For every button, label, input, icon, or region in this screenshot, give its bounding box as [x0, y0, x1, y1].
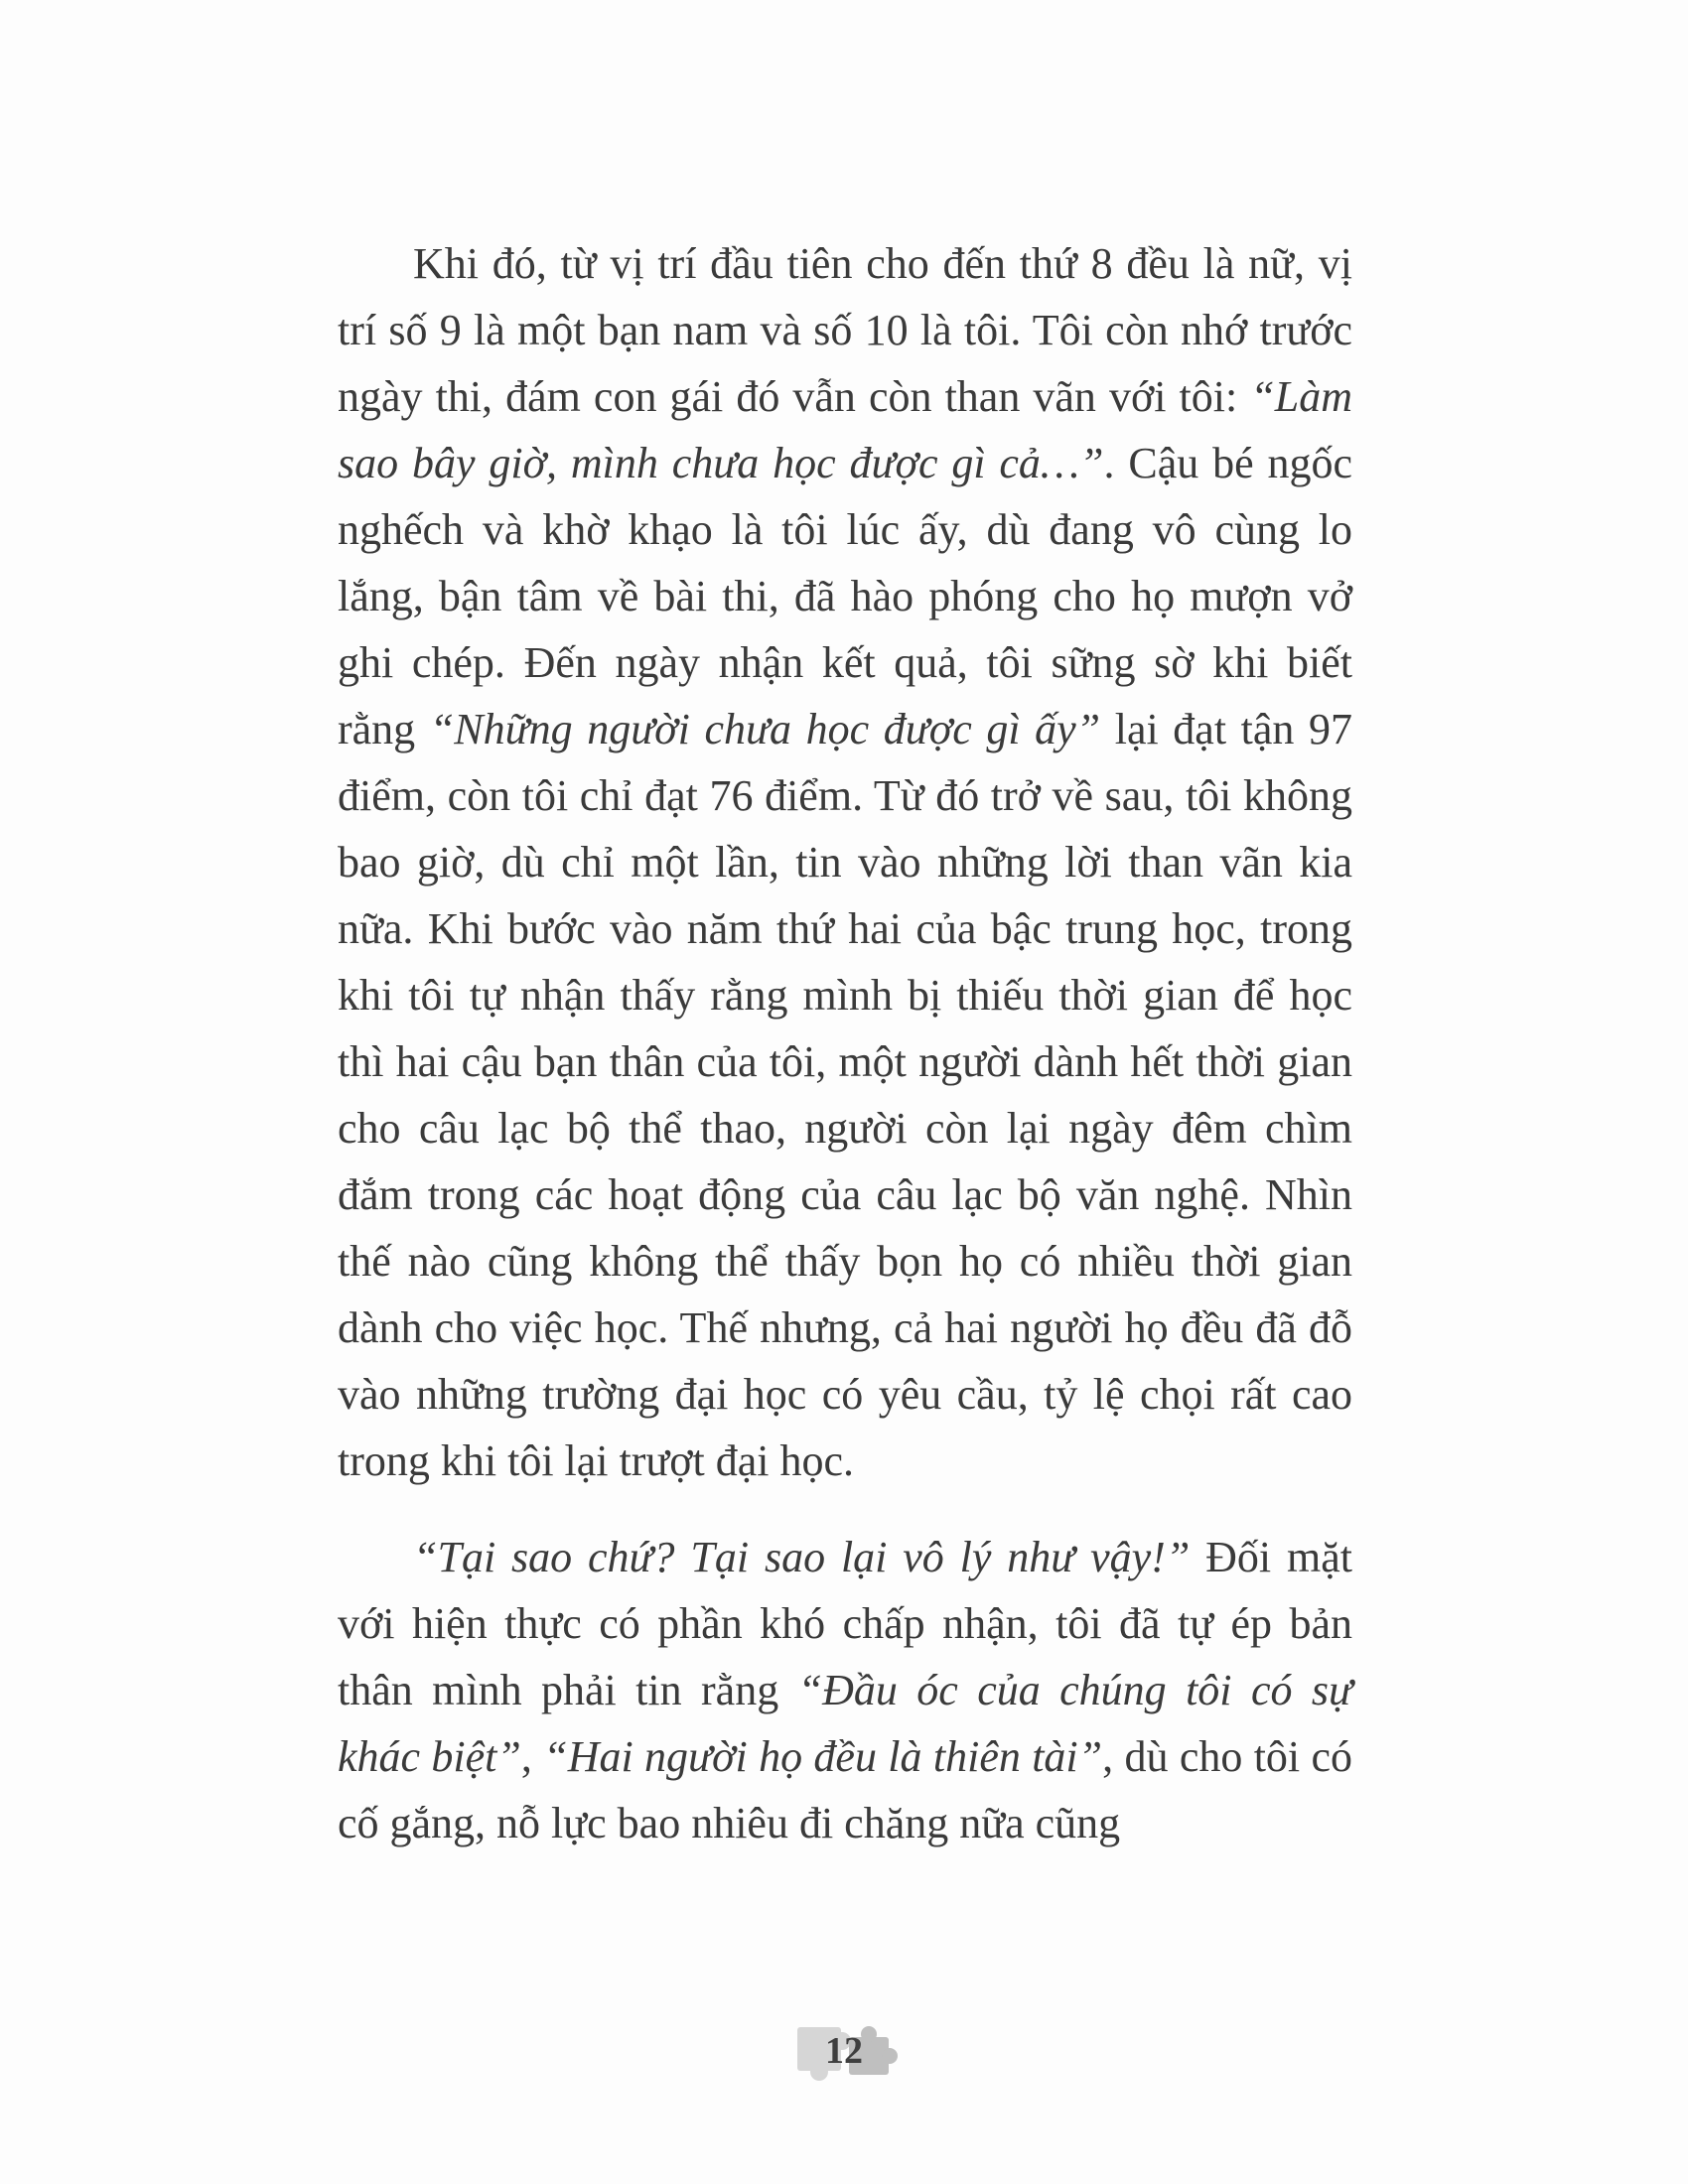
body-text-segment: . Cậu bé ngốc nghếch và khờ khạo là tôi lúc ấy, dù đang vô cùng lo lắng, bận tâm về bài thi, đã hào phóng cho họ mượn vở ghi chép. Đến ngày nhận kết quả, tôi sững sờ khi biết rằng: [338, 439, 1352, 753]
quoted-italic-text: “Làm sao bây giờ, mình chưa học được gì cả…”: [338, 372, 1352, 487]
body-text-segment: , dù cho tôi có cố gắng, nỗ lực bao nhiêu đi chăng nữa cũng: [338, 1732, 1353, 1847]
quoted-italic-text: “Tại sao chứ? Tại sao lại vô lý như vậy!”: [413, 1533, 1191, 1581]
quoted-italic-text: “Đầu óc của chúng tôi có sự khác biệt”: [338, 1666, 1352, 1781]
page-footer: [0, 2013, 1688, 2093]
quoted-italic-text: “Những người chưa học được gì ấy”: [429, 705, 1101, 753]
body-text: [338, 230, 1352, 1886]
page-number: 12: [825, 2030, 863, 2072]
paragraph: [338, 230, 1352, 1494]
body-text-segment: lại đạt tận 97 điểm, còn tôi chỉ đạt 76 điểm. Từ đó trở về sau, tôi không bao giờ, dù chỉ một lần, tin vào những lời than vãn kia nữa. Khi bước vào năm thứ hai của bậc trung học, trong khi tôi tự nhận thấy rằng mình bị thiếu thời gian để học thì hai cậu bạn thân của tôi, một người dành hết thời gian cho câu lạc bộ thể thao, người còn lại ngày đêm chìm đắm trong các hoạt động của câu lạc bộ văn nghệ. Nhìn thế nào cũng không thể thấy bọn họ có nhiều thời gian dành cho việc học. Thế nhưng, cả hai người họ đều đã đỗ vào những trường đại học có yêu cầu, tỷ lệ chọi rất cao trong khi tôi lại trượt đại học.: [338, 705, 1352, 1485]
page-number-badge: [779, 2013, 909, 2093]
quoted-italic-text: “Hai người họ đều là thiên tài”: [543, 1732, 1103, 1781]
body-text-segment: ,: [520, 1732, 544, 1781]
body-text-segment: Khi đó, từ vị trí đầu tiên cho đến thứ 8 đều là nữ, vị trí số 9 là một bạn nam và số 10 là tôi. Tôi còn nhớ trước ngày thi, đám con gái đó vẫn còn than vãn với tôi:: [338, 239, 1352, 421]
body-text-segment: Đối mặt với hiện thực có phần khó chấp nhận, tôi đã tự ép bản thân mình phải tin rằng: [338, 1533, 1352, 1714]
paragraph: [338, 1524, 1352, 1856]
